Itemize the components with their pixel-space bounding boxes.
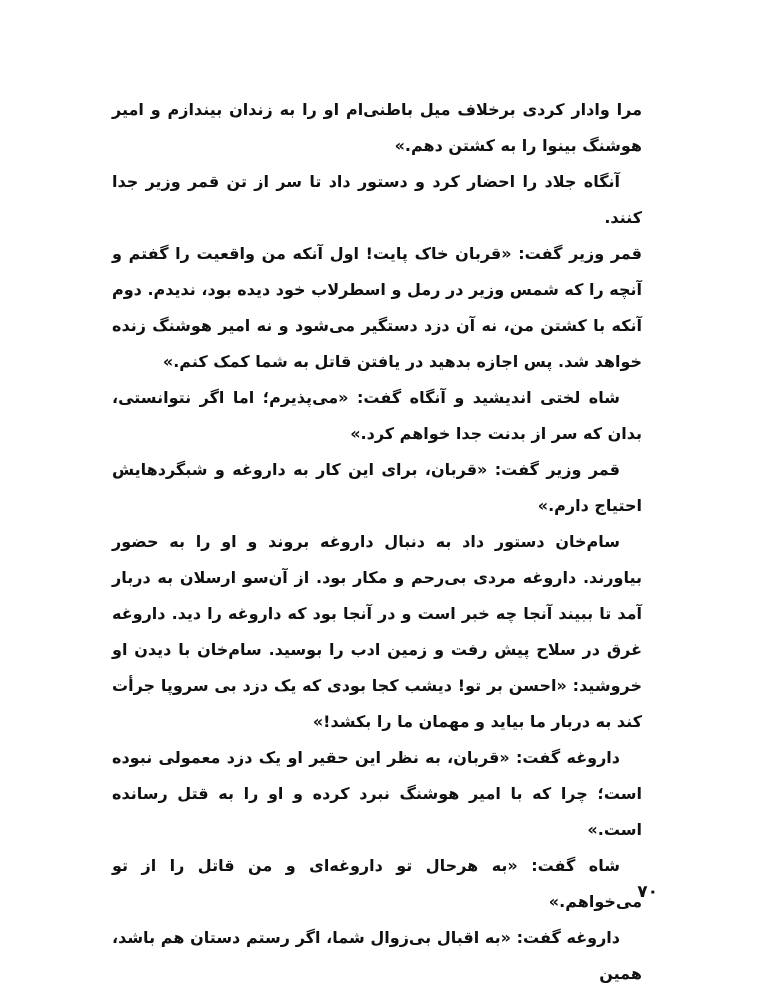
paragraph-5: قمر وزیر گفت: «قربان، برای این کار به داروغه و شبگردهایش احتیاج دارم.» <box>112 460 642 515</box>
page-number: ۷۰ <box>637 882 658 902</box>
paragraph-7: داروغه گفت: «قربان، به نظر این حقیر او یک دزد معمولی نبوده است؛ چرا که با امیر هوشنگ نبرد کرده و او را به قتل رسانده است.» <box>112 748 642 839</box>
paragraph-9: داروغه گفت: «به اقبال بی‌زوال شما، اگر رستم دستان هم باشد، همین <box>112 928 642 983</box>
paragraph-8: شاه گفت: «به هرحال تو داروغه‌ای و من قاتل را از تو می‌خواهم.» <box>112 856 642 911</box>
paragraph-6: سام‌خان دستور داد به دنبال داروغه بروند و او را به حضور بیاورند. داروغه مردی بی‌رحم و مکار بود. از آن‌سو ارسلان به دربار آمد تا ببیند آنجا چه خبر است و در آنجا بود که داروغه را دید. داروغه غرق در سلاح پیش رفت و زمین ادب را بوسید. سام‌خان با دیدن او خروشید: «احسن بر تو! دیشب کجا بودی که یک دزد بی سروپا جرأت کند به دربار ما بیاید و مهمان ما را بکشد!» <box>112 532 642 731</box>
body-text <box>112 92 642 992</box>
paragraph-2: آنگاه جلاد را احضار کرد و دستور داد تا سر از تن قمر وزیر جدا کنند. <box>112 172 642 227</box>
paragraph-1: مرا وادار کردی برخلاف میل باطنی‌ام او را به زندان بیندازم و امیر هوشنگ بینوا را به کشتن دهم.» <box>112 100 642 155</box>
paragraph-4: شاه لختی اندیشید و آنگاه گفت: «می‌پذیرم؛ اما اگر نتوانستی، بدان که سر از بدنت جدا خواهم کرد.» <box>112 388 642 443</box>
paragraph-3: قمر وزیر گفت: «قربان خاک پایت! اول آنکه من واقعیت را گفتم و آنچه را که شمس وزیر در رمل و اسطرلاب خود دیده بود، ندیدم. دوم آنکه با کشتن من، نه آن دزد دستگیر می‌شود و نه امیر هوشنگ زنده خواهد شد. پس اجازه بدهید در یافتن قاتل به شما کمک کنم.» <box>112 244 642 371</box>
